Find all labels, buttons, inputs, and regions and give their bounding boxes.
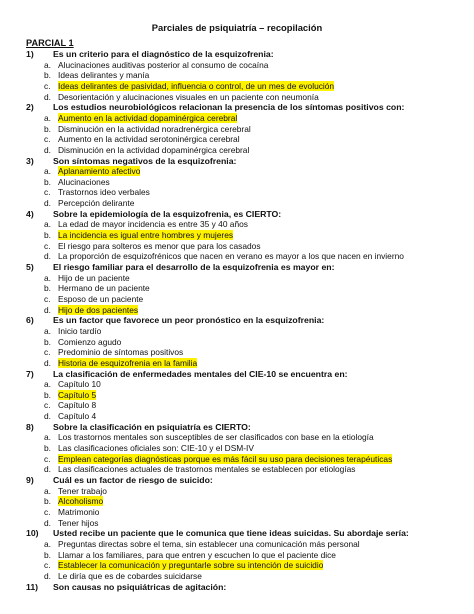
option-letter: b. (44, 283, 51, 294)
option-text: Capítulo 5 (58, 389, 97, 400)
question-text: Es un criterio para el diagnóstico de la esquizofrenia: (53, 49, 274, 59)
answer-option (44, 124, 251, 135)
option-letter: c. (44, 134, 51, 145)
question-text: Los estudios neurobiológicos relacionan la presencia de los síntomas positivos con: (53, 102, 405, 113)
answer-option (44, 198, 134, 209)
option-text: Alcoholismo (58, 496, 104, 507)
option-letter: a. (44, 432, 51, 443)
option-letter: c. (44, 560, 51, 571)
option-text: Percepción delirante (58, 198, 135, 209)
answer-option (44, 507, 99, 518)
question-text: Sobre la epidemiología de la esquizofrenia, es CIERTO: (53, 208, 282, 219)
answer-option (44, 539, 360, 550)
option-text: Tener hijos (58, 517, 99, 528)
option-letter: c. (44, 506, 51, 517)
question-number: 6) (26, 315, 34, 326)
option-letter: d. (44, 91, 51, 102)
question-5 (26, 262, 334, 273)
option-letter: c. (44, 400, 51, 411)
question-number: 5) (26, 262, 34, 272)
question-4 (26, 209, 281, 220)
question-8 (26, 422, 251, 433)
answer-option (44, 219, 248, 230)
option-text: Predominio de síntomas positivos (58, 347, 184, 358)
answer-option-highlighted (44, 81, 334, 92)
answer-option (44, 464, 355, 475)
option-text: Historia de esquizofrenia en la familia (58, 357, 198, 368)
option-text: Capítulo 10 (58, 379, 101, 390)
option-text: Hijo de un paciente (58, 272, 130, 283)
answer-option (44, 347, 183, 358)
option-text: Disminución en la actividad noradrenérgica cerebral (58, 123, 251, 134)
option-text: Hijo de dos pacientes (58, 304, 139, 315)
question-6 (26, 315, 324, 326)
option-text: Esposo de un paciente (58, 293, 144, 304)
option-letter: a. (44, 485, 51, 496)
question-11 (26, 582, 226, 593)
question-text: Sobre la clasificación en psiquiatría es CIERTO: (53, 421, 251, 432)
option-letter: a. (44, 59, 51, 70)
option-text: La proporción de esquizofrénicos que nacen en verano es mayor a los que nacen en invierno (58, 251, 404, 262)
option-letter: d. (44, 411, 51, 422)
option-letter: d. (44, 144, 51, 155)
option-letter: b. (44, 70, 51, 81)
option-letter: d. (44, 464, 51, 475)
option-text: Matrimonio (58, 506, 100, 517)
answer-option (44, 571, 202, 582)
option-letter: b. (44, 176, 51, 187)
answer-option (44, 70, 149, 81)
option-letter: c. (44, 187, 51, 198)
answer-option (44, 294, 143, 305)
option-letter: a. (44, 272, 51, 283)
answer-option-highlighted (44, 560, 323, 571)
option-letter: c. (44, 240, 51, 251)
option-letter: c. (44, 80, 51, 91)
option-letter: a. (44, 166, 51, 177)
option-text: Inicio tardío (58, 325, 102, 336)
question-2 (26, 102, 404, 113)
option-letter: b. (44, 336, 51, 347)
option-text: Comienzo agudo (58, 336, 122, 347)
question-text: Son síntomas negativos de la esquizofrenia: (53, 155, 237, 166)
option-letter: a. (44, 112, 51, 123)
answer-option (44, 379, 101, 390)
option-text: Alucinaciones auditivas posterior al consumo de cocaína (58, 59, 269, 70)
document-title: Parciales de psiquiatría – recopilación (151, 22, 323, 33)
option-text: Disminución en la actividad dopaminérgica cerebral (58, 144, 250, 155)
option-letter: b. (44, 549, 51, 560)
option-letter: c. (44, 293, 51, 304)
option-letter: b. (44, 443, 51, 454)
answer-option-highlighted (44, 390, 96, 401)
option-letter: b. (44, 123, 51, 134)
option-text: Emplean categorías diagnósticas porque es más fácil su uso para decisiones terapéuticas (58, 453, 393, 464)
option-text: Tener trabajo (58, 485, 107, 496)
option-letter: b. (44, 230, 51, 241)
question-7 (26, 369, 348, 380)
option-letter: a. (44, 325, 51, 336)
option-letter: d. (44, 517, 51, 528)
option-text: Aplanamiento afectivo (58, 166, 141, 177)
question-number: 3) (26, 155, 34, 166)
option-text: Las clasificaciones oficiales son: CIE-10 y el DSM-IV (58, 443, 254, 454)
option-text: Las clasificaciones actuales de trastornos mentales se establecen por etiologías (58, 464, 356, 475)
option-text: Capítulo 8 (58, 400, 97, 411)
answer-option-highlighted (44, 113, 237, 124)
option-text: Trastornos ideo verbales (58, 187, 150, 198)
option-text: Los trastornos mentales son susceptibles de ser clasificados con base en la etiología (58, 432, 374, 443)
option-text: Desorientación y alucinaciones visuales en un paciente con neumonía (58, 91, 319, 102)
option-text: Capítulo 4 (58, 411, 97, 422)
question-number: 10) (26, 528, 39, 539)
question-number: 1) (26, 49, 34, 59)
option-text: Ideas delirantes y manía (58, 70, 150, 81)
option-letter: c. (44, 453, 51, 464)
option-letter: d. (44, 198, 51, 209)
option-letter: d. (44, 251, 51, 262)
answer-option (44, 518, 99, 529)
question-number: 7) (26, 368, 34, 379)
option-letter: a. (44, 379, 51, 390)
option-letter: c. (44, 347, 51, 358)
answer-option-highlighted (44, 358, 197, 369)
question-9 (26, 475, 213, 486)
option-letter: d. (44, 357, 51, 368)
answer-option (44, 273, 130, 284)
answer-option (44, 92, 319, 103)
question-number: 2) (26, 102, 34, 113)
question-text: Es un factor que favorece un peor pronóstico en la esquizofrenia: (53, 315, 325, 326)
option-text: Llamar a los familiares, para que entren y escuchen lo que el paciente dice (58, 549, 336, 560)
question-text: Cuál es un factor de riesgo de suicido: (53, 475, 213, 485)
answer-option (44, 337, 121, 348)
option-letter: a. (44, 219, 51, 230)
option-letter: b. (44, 496, 51, 507)
section-heading: PARCIAL 1 (26, 38, 74, 48)
option-letter: d. (44, 304, 51, 315)
question-number: 11) (26, 581, 39, 592)
option-text: La incidencia es igual entre hombres y mujeres (58, 230, 234, 241)
answer-option-highlighted (44, 166, 140, 177)
option-text: El riesgo para solteros es menor que para los casados (58, 240, 261, 251)
question-text: El riesgo familiar para el desarrollo de la esquizofrenia es mayor en: (53, 262, 335, 272)
question-number: 4) (26, 208, 34, 219)
answer-option (44, 177, 110, 188)
answer-option (44, 60, 268, 71)
answer-option (44, 145, 249, 156)
answer-option (44, 486, 107, 497)
question-1 (26, 49, 274, 60)
question-text: Son causas no psiquiátricas de agitación: (53, 581, 227, 592)
option-text: Preguntas directas sobre el tema, sin establecer una comunicación más personal (58, 538, 360, 549)
answer-option-highlighted (44, 305, 138, 316)
option-text: Establecer la comunicación y preguntarle sobre su intención de suicidio (58, 560, 324, 571)
answer-option (44, 134, 240, 145)
answer-option-highlighted (44, 496, 103, 507)
answer-option (44, 411, 96, 422)
answer-option (44, 283, 150, 294)
option-letter: d. (44, 570, 51, 581)
question-text: La clasificación de enfermedades mentales del CIE-10 se encuentra en: (53, 368, 348, 379)
answer-option (44, 251, 404, 262)
question-number: 8) (26, 421, 34, 432)
option-letter: b. (44, 389, 51, 400)
option-text: Aumento en la actividad serotoninérgica cerebral (58, 134, 240, 145)
question-text: Usted recibe un paciente que le comunica que tiene ideas suicidas. Su abordaje sería: (53, 528, 409, 539)
option-text: Ideas delirantes de pasividad, influencia o control, de un mes de evolución (58, 80, 335, 91)
option-text: La edad de mayor incidencia es entre 35 y 40 años (58, 219, 248, 230)
answer-option (44, 443, 254, 454)
answer-option (44, 550, 336, 561)
option-text: Le diría que es de cobardes suicidarse (58, 570, 202, 581)
option-text: Alucinaciones (58, 176, 110, 187)
answer-option (44, 432, 374, 443)
option-letter: a. (44, 538, 51, 549)
answer-option (44, 241, 261, 252)
option-text: Hermano de un paciente (58, 283, 150, 294)
answer-option (44, 400, 96, 411)
option-text: Aumento en la actividad dopaminérgica cerebral (58, 112, 238, 123)
question-3 (26, 156, 236, 167)
question-10 (26, 528, 409, 539)
answer-option-highlighted (44, 454, 392, 465)
question-number: 9) (26, 475, 34, 485)
answer-option-highlighted (44, 230, 233, 241)
answer-option (44, 187, 150, 198)
answer-option (44, 326, 101, 337)
